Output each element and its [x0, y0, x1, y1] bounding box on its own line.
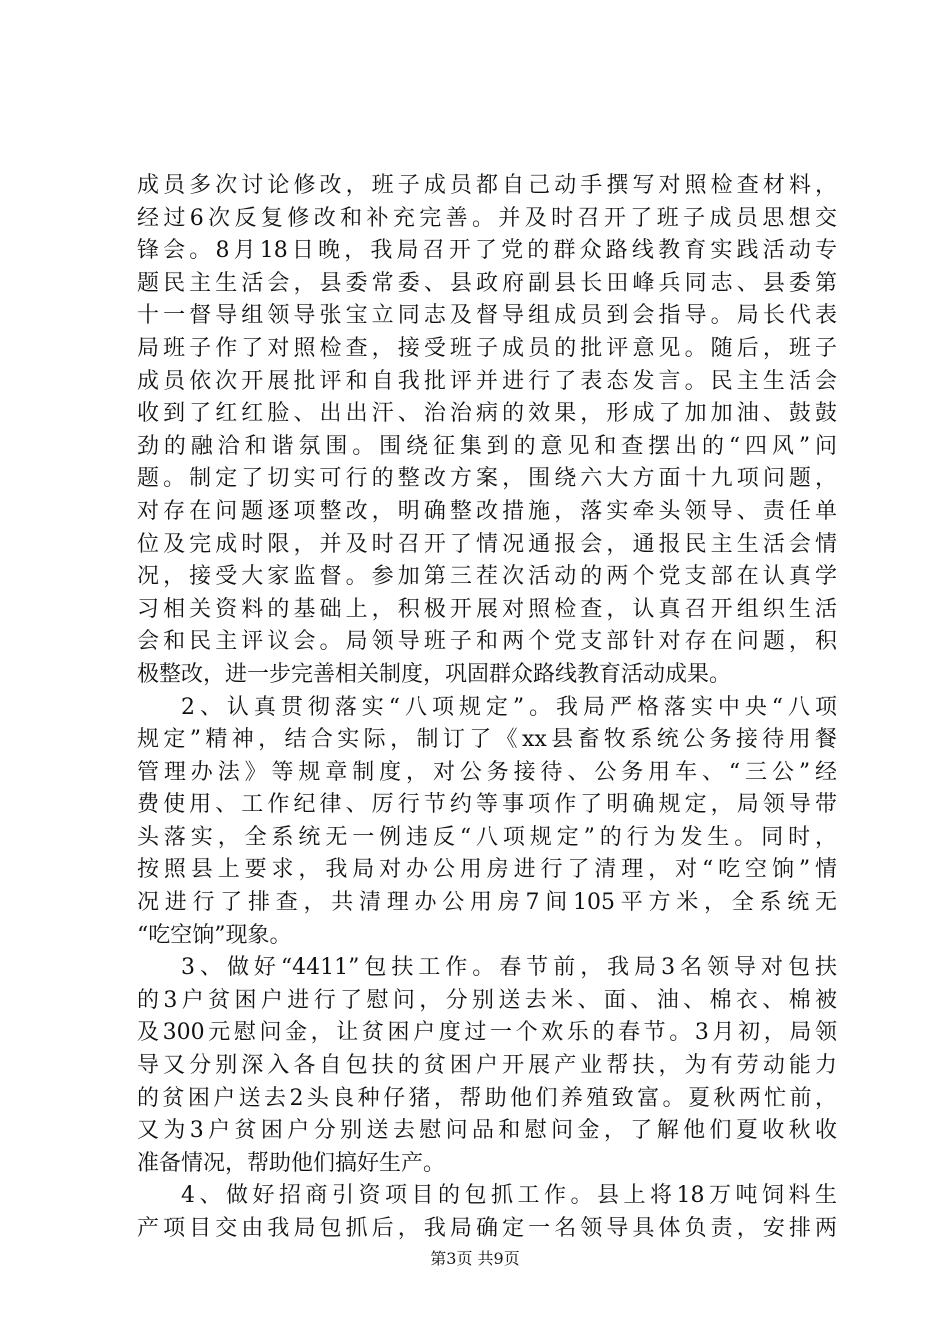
text-line: 位及完成时限，并及时召开了情况通报会，通报民主生活会情 [137, 531, 837, 557]
text-line: 况进行了排查，共清理办公用房7间105平方米，全系统无 [137, 890, 837, 916]
text-line: 按照县上要求，我局对办公用房进行了清理，对“吃空饷”情 [137, 857, 837, 883]
text-line: 收到了红红脸、出出汗、治治病的效果，形成了加加油、鼓鼓 [137, 401, 837, 427]
text-line: 又为3户贫困户分别送去慰问品和慰问金，了解他们夏收秋收 [137, 1118, 837, 1144]
text-line: 产项目交由我局包抓后，我局确定一名领导具体负责，安排两 [137, 1216, 837, 1241]
text-line: 习相关资料的基础上，积极开展对照检查，认真召开组织生活 [137, 596, 837, 622]
text-line: 2、认真贯彻落实“八项规定”。我局严格落实中央“八项 [181, 694, 837, 720]
text-line: “吃空饷”现象。 [137, 922, 292, 948]
text-line: 成员多次讨论修改，班子成员都自己动手撰写对照检查材料， [137, 173, 837, 198]
text-line: 经过6次反复修改和补充完善。并及时召开了班子成员思想交 [137, 205, 837, 231]
text-line: 会和民主评议会。局领导班子和两个党支部针对存在问题，积 [137, 629, 837, 655]
text-line: 管理办法》等规章制度，对公务接待、公务用车、“三公”经 [137, 759, 837, 785]
text-line: 费使用、工作纪律、厉行节约等事项作了明确规定，局领导带 [137, 792, 837, 818]
page-footer: 第3页 共9页 [430, 1249, 520, 1268]
text-line: 的3户贫困户进行了慰问，分别送去米、面、油、棉衣、棉被 [137, 987, 837, 1013]
text-line: 况，接受大家监督。参加第三茬次活动的两个党支部在认真学 [137, 564, 837, 590]
text-line: 的贫困户送去2头良种仔猪，帮助他们养殖致富。夏秋两忙前， [137, 1085, 837, 1111]
text-line: 十一督导组领导张宝立同志及督导组成员到会指导。局长代表 [137, 303, 837, 329]
text-line: 极整改，进一步完善相关制度，巩固群众路线教育活动成果。 [137, 661, 732, 687]
text-line: 局班子作了对照检查，接受班子成员的批评意见。随后，班子 [137, 335, 837, 361]
text-line: 题民主生活会，县委常委、县政府副县长田峰兵同志、县委第 [137, 270, 837, 296]
text-line: 4、做好招商引资项目的包抓工作。县上将18万吨饲料生 [181, 1183, 837, 1209]
text-line: 规定”精神，结合实际，制订了《xx县畜牧系统公务接待用餐 [137, 727, 837, 753]
text-line: 劲的融洽和谐氛围。围绕征集到的意见和查摆出的“四风”问 [137, 433, 837, 459]
text-line: 3、做好“4411”包扶工作。春节前，我局3名领导对包扶 [181, 955, 837, 981]
document-body [137, 170, 837, 1246]
text-line: 头落实，全系统无一例违反“八项规定”的行为发生。同时， [137, 824, 837, 850]
text-line: 导又分别深入各自包扶的贫困户开展产业帮扶，为有劳动能力 [137, 1053, 837, 1079]
text-line: 成员依次开展批评和自我批评并进行了表态发言。民主生活会 [137, 368, 837, 394]
text-line: 题。制定了切实可行的整改方案，围绕六大方面十九项问题， [137, 466, 837, 492]
text-line: 准备情况，帮助他们搞好生产。 [137, 1150, 446, 1176]
text-line: 对存在问题逐项整改，明确整改措施，落实牵头领导、责任单 [137, 498, 837, 524]
text-line: 及300元慰问金，让贫困户度过一个欢乐的春节。3月初，局领 [137, 1020, 837, 1046]
text-line: 锋会。8月18日晚，我局召开了党的群众路线教育实践活动专 [137, 238, 837, 264]
